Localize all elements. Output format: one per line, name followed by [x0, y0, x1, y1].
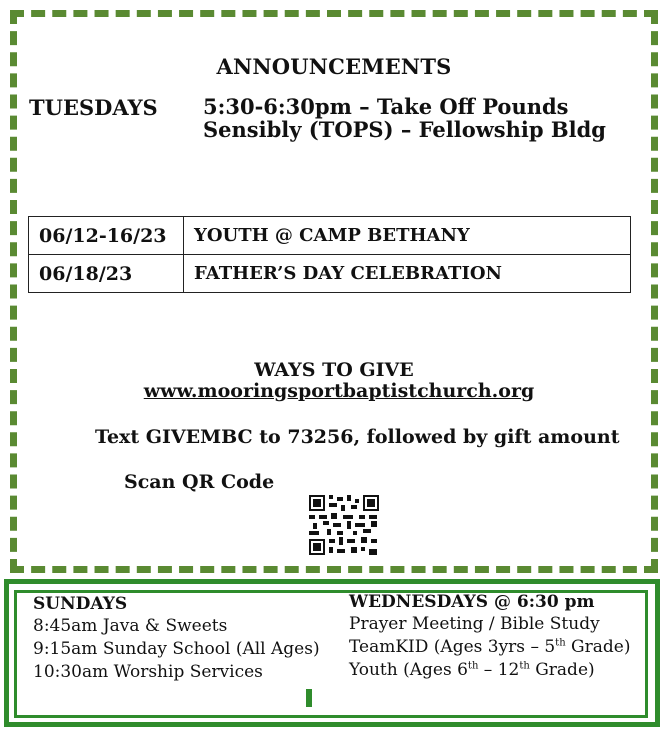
scan-qr-label: Scan QR Code — [124, 471, 275, 493]
sunday-item: 10:30am Worship Services — [33, 662, 263, 682]
text-to-give-instructions: Text GIVEMBC to 73256, followed by gift amount — [95, 426, 620, 448]
sunday-item: 9:15am Sunday School (All Ages) — [33, 639, 320, 659]
announcements-title: ANNOUNCEMENTS — [216, 54, 452, 79]
event-name: FATHER’S DAY CELEBRATION — [184, 255, 631, 293]
table-row — [29, 255, 631, 293]
giving-website-link[interactable]: www.mooringsportbaptistchurch.org — [143, 380, 535, 402]
sundays-title: SUNDAYS — [33, 594, 128, 614]
event-date: 06/18/23 — [29, 255, 184, 293]
ways-to-give-title: WAYS TO GIVE — [254, 359, 414, 381]
event-name: YOUTH @ CAMP BETHANY — [184, 217, 631, 255]
tuesday-line-2: Sensibly (TOPS) – Fellowship Bldg — [203, 117, 606, 142]
wednesday-item: Prayer Meeting / Bible Study — [349, 614, 600, 634]
wednesday-item: Youth (Ages 6th – 12th Grade) — [349, 660, 595, 680]
wednesday-item: TeamKID (Ages 3yrs – 5th Grade) — [349, 637, 631, 657]
sunday-item: 8:45am Java & Sweets — [33, 616, 228, 636]
tuesday-line-1: 5:30-6:30pm – Take Off Pounds — [203, 94, 569, 119]
table-row — [29, 217, 631, 255]
wednesdays-title: WEDNESDAYS @ 6:30 pm — [349, 592, 595, 612]
events-table — [28, 216, 631, 293]
event-date: 06/12-16/23 — [29, 217, 184, 255]
tuesday-description — [203, 95, 606, 141]
column-divider — [306, 689, 312, 707]
tuesday-label: TUESDAYS — [29, 95, 158, 120]
qr-code-icon[interactable] — [309, 495, 379, 555]
